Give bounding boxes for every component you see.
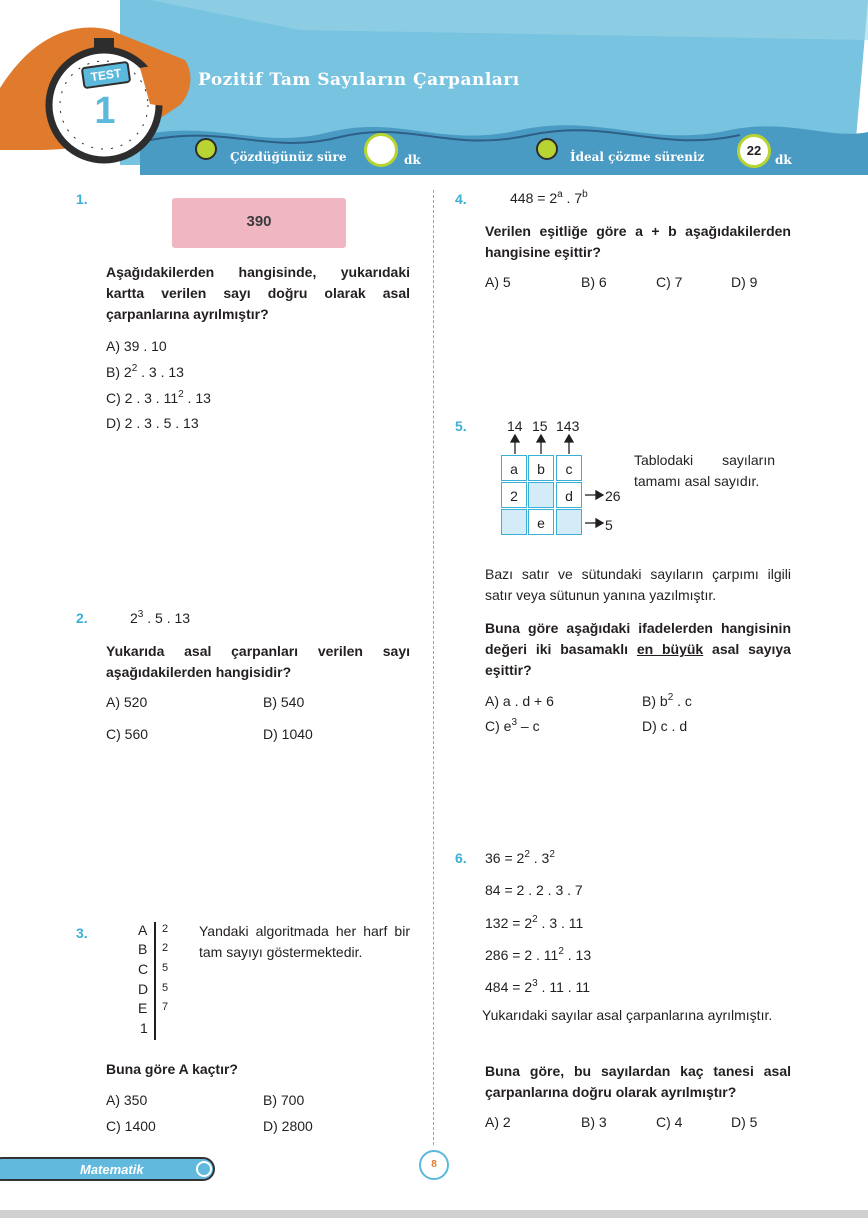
eq-mid: . 7	[562, 190, 583, 206]
table-cell: d	[556, 482, 582, 508]
line4-post: . 13	[563, 947, 592, 963]
expr-exp: 3	[137, 609, 144, 620]
eq-exp-a: a	[557, 189, 563, 200]
expr-base: 2	[130, 610, 138, 626]
algorithm-description: Yandaki algoritmada her harf bir tam sayıyı göstermektedir.	[199, 923, 410, 960]
eq-exp-b: b	[582, 189, 588, 200]
table-cell: 2	[501, 482, 527, 508]
algo-right-0: 2	[162, 923, 169, 935]
table-cell: b	[528, 455, 554, 481]
algo-left-5: 1	[140, 1020, 148, 1036]
option-c-post: . 13	[183, 390, 211, 406]
question-text: Aşağıdakilerden hangisinde, yukarıdaki kartta verilen sayı doğru olarak asal çarpanlarına ayrılmıştır?	[106, 264, 410, 322]
option-c[interactable]: C) 7	[656, 274, 683, 290]
option-c-exp: 3	[511, 717, 518, 728]
page-number: 8	[419, 1150, 449, 1180]
footer-subject: Matematik	[80, 1162, 144, 1177]
algo-left-2: C	[138, 961, 149, 977]
option-d[interactable]: D) 2 . 3 . 5 . 13	[106, 415, 199, 431]
option-d[interactable]: D) 9	[731, 274, 758, 290]
row-product-1: 5	[605, 517, 613, 533]
algo-left-1: B	[138, 941, 148, 957]
option-b-exp: 2	[131, 363, 138, 374]
ideal-minutes: 22	[746, 143, 762, 158]
line5-pre: 484 = 2	[485, 979, 533, 995]
equation	[510, 190, 588, 206]
column-product-2: 143	[556, 418, 580, 434]
column-divider	[433, 190, 434, 1145]
expr-rest: . 5 . 13	[143, 610, 191, 626]
algo-right-4: 7	[162, 1001, 169, 1013]
question-number: 3.	[76, 925, 88, 941]
option-c-pre: C) 2 . 3 . 11	[106, 390, 179, 406]
option-b-pre: B) 2	[106, 364, 132, 380]
option-c[interactable]	[106, 390, 211, 406]
question-number: 5.	[455, 418, 467, 434]
column-product-0: 14	[507, 418, 523, 434]
stopwatch-icon	[196, 1161, 212, 1177]
bottom-bar	[0, 1210, 868, 1218]
line3-post: . 3 . 11	[537, 915, 584, 931]
option-c-exp: 2	[178, 389, 184, 400]
question-post: asal sayıya eşittir?	[485, 641, 791, 678]
question-number: 1.	[76, 191, 88, 207]
line5-exp: 3	[532, 978, 538, 989]
stopwatch-icon	[195, 138, 217, 160]
algo-right-2: 5	[162, 962, 169, 974]
option-b[interactable]: B) 700	[263, 1092, 305, 1108]
question-number: 2.	[76, 610, 88, 626]
factorization-line	[485, 947, 591, 963]
table-note: Tablodaki sayıların tamamı asal sayıdır.	[634, 452, 775, 489]
option-b[interactable]	[642, 693, 692, 709]
line1-exp2: 2	[549, 849, 555, 860]
question-text: Buna göre A kaçtır?	[106, 1061, 238, 1077]
algo-right-3: 5	[162, 982, 169, 994]
test-label: TEST	[89, 65, 123, 85]
line3-exp: 2	[532, 914, 538, 925]
option-c[interactable]: C) 4	[656, 1114, 683, 1130]
option-a[interactable]: A) 520	[106, 694, 148, 710]
ideal-unit: dk	[775, 153, 792, 167]
question-number: 6.	[455, 850, 467, 866]
option-b-pre: B) b	[642, 693, 668, 709]
factorization-line	[485, 915, 583, 931]
factorization-line	[485, 850, 555, 866]
option-c[interactable]: C) 1400	[106, 1118, 156, 1134]
info-text: Yukarıdaki sayılar asal çarpanlarına ayrılmıştır.	[482, 1007, 773, 1023]
line4-exp: 2	[558, 946, 564, 957]
algo-left-0: A	[138, 922, 148, 938]
option-a[interactable]: A) 39 . 10	[106, 338, 167, 354]
option-c[interactable]	[485, 718, 540, 734]
option-b[interactable]: B) 6	[581, 274, 607, 290]
line1-exp1: 2	[524, 849, 530, 860]
column-product-1: 15	[532, 418, 548, 434]
option-b[interactable]: B) 540	[263, 694, 305, 710]
ideal-time-badge	[737, 134, 771, 168]
option-d[interactable]: D) 5	[731, 1114, 758, 1130]
eq-pre: 448 = 2	[510, 190, 558, 206]
solved-time-field[interactable]	[364, 133, 398, 167]
option-b-post: . 3 . 13	[137, 364, 184, 380]
question-pre: Buna göre aşağıdaki ifadelerden hangisinin değeri iki basamaklı	[485, 620, 791, 657]
option-b-post: . c	[673, 693, 692, 709]
option-d[interactable]: D) 2800	[263, 1118, 313, 1134]
stopwatch-icon	[536, 138, 558, 160]
option-a[interactable]: A) 350	[106, 1092, 148, 1108]
number-card	[172, 198, 346, 248]
factorization-line	[485, 979, 590, 995]
factor-expression	[130, 610, 190, 626]
option-b[interactable]: B) 3	[581, 1114, 607, 1130]
option-c[interactable]: C) 560	[106, 726, 149, 742]
factorization-line: 84 = 2 . 2 . 3 . 7	[485, 882, 583, 898]
option-d[interactable]: D) 1040	[263, 726, 313, 742]
option-a[interactable]: A) 5	[485, 274, 511, 290]
table-cell: e	[528, 509, 554, 535]
table-cell	[501, 509, 527, 535]
line1-pre: 36 = 2	[485, 850, 525, 866]
table-cell	[556, 509, 582, 535]
card-value: 390	[246, 213, 272, 230]
option-d[interactable]: D) c . d	[642, 718, 688, 734]
solved-unit: dk	[404, 153, 421, 167]
row-product-0: 26	[605, 488, 621, 504]
info-text: Bazı satır ve sütundaki sayıların çarpımı ilgili satır veya sütunun yanına yazılmıştır.	[485, 566, 791, 603]
table-cell: a	[501, 455, 527, 481]
ideal-time-label: İdeal çözme süreniz	[570, 150, 705, 164]
table-cell: c	[556, 455, 582, 481]
test-number: 1	[94, 90, 116, 132]
line1-mid: . 3	[529, 850, 550, 866]
question-emphasis: en büyük	[636, 641, 704, 657]
option-b[interactable]	[106, 364, 184, 380]
question-text: Yukarıda asal çarpanları verilen sayı aşağıdakilerden hangisidir?	[106, 643, 410, 680]
table-cell	[528, 482, 554, 508]
question-text: Verilen eşitliğe göre a + b aşağıdakilerden hangisine eşittir?	[485, 223, 791, 260]
algo-right-1: 2	[162, 942, 169, 954]
line4-pre: 286 = 2 . 11	[485, 947, 559, 963]
page-title: Pozitif Tam Sayıların Çarpanları	[198, 70, 520, 90]
option-a[interactable]: A) a . d + 6	[485, 693, 554, 709]
algo-left-4: E	[138, 1000, 148, 1016]
line5-post: . 11 . 11	[537, 979, 591, 995]
algorithm-divider	[154, 922, 156, 1040]
question-number: 4.	[455, 191, 467, 207]
question-text	[485, 618, 791, 681]
option-c-post: – c	[517, 718, 540, 734]
option-b-exp: 2	[667, 692, 674, 703]
line3-pre: 132 = 2	[485, 915, 533, 931]
option-c-pre: C) e	[485, 718, 512, 734]
solved-time-label: Çözdüğünüz süre	[230, 150, 347, 164]
option-a[interactable]: A) 2	[485, 1114, 511, 1130]
question-text: Buna göre, bu sayılardan kaç tanesi asal çarpanlarına doğru olarak ayrılmıştır?	[485, 1063, 791, 1100]
algo-left-3: D	[138, 981, 149, 997]
